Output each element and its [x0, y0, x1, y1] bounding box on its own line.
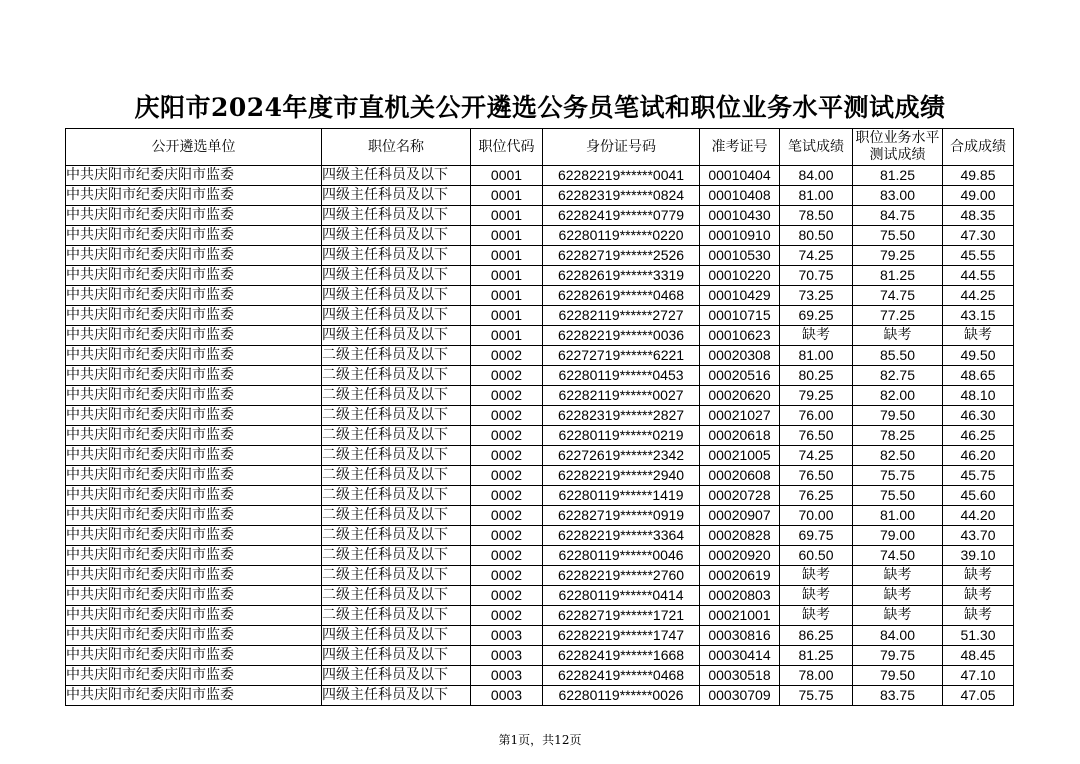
- cell-ticket-number: 00010404: [700, 166, 780, 186]
- cell-id-number: 62282219******2760: [543, 566, 700, 586]
- cell-ticket-number: 00020620: [700, 386, 780, 406]
- table-row: [66, 166, 1014, 186]
- cell-position-code: 0001: [471, 166, 543, 186]
- table-row: [66, 546, 1014, 566]
- cell-position-code: 0003: [471, 666, 543, 686]
- cell-total-score: 47.30: [943, 226, 1014, 246]
- cell-position-code: 0002: [471, 406, 543, 426]
- cell-test-score: 79.00: [853, 526, 943, 546]
- cell-ticket-number: 00020608: [700, 466, 780, 486]
- cell-test-score: 79.50: [853, 406, 943, 426]
- cell-total-score: 48.45: [943, 646, 1014, 666]
- cell-position: 四级主任科员及以下: [322, 266, 471, 286]
- cell-position-code: 0002: [471, 546, 543, 566]
- cell-position-code: 0002: [471, 526, 543, 546]
- cell-written-score: 缺考: [780, 566, 853, 586]
- cell-test-score: 82.75: [853, 366, 943, 386]
- cell-unit: 中共庆阳市纪委庆阳市监委: [66, 346, 322, 366]
- table-row: [66, 606, 1014, 626]
- cell-position-code: 0001: [471, 206, 543, 226]
- cell-written-score: 81.00: [780, 186, 853, 206]
- header-position-code: 职位代码: [471, 129, 543, 166]
- cell-total-score: 45.75: [943, 466, 1014, 486]
- cell-total-score: 48.65: [943, 366, 1014, 386]
- cell-test-score: 缺考: [853, 566, 943, 586]
- cell-position: 二级主任科员及以下: [322, 366, 471, 386]
- table-row: [66, 226, 1014, 246]
- cell-position-code: 0002: [471, 446, 543, 466]
- table-row: [66, 406, 1014, 426]
- cell-written-score: 84.00: [780, 166, 853, 186]
- cell-id-number: 62282319******2827: [543, 406, 700, 426]
- cell-written-score: 74.25: [780, 446, 853, 466]
- cell-position-code: 0003: [471, 626, 543, 646]
- cell-written-score: 78.50: [780, 206, 853, 226]
- cell-unit: 中共庆阳市纪委庆阳市监委: [66, 546, 322, 566]
- cell-unit: 中共庆阳市纪委庆阳市监委: [66, 686, 322, 706]
- header-position: 职位名称: [322, 129, 471, 166]
- cell-written-score: 60.50: [780, 546, 853, 566]
- cell-ticket-number: 00021001: [700, 606, 780, 626]
- cell-unit: 中共庆阳市纪委庆阳市监委: [66, 326, 322, 346]
- cell-id-number: 62282619******3319: [543, 266, 700, 286]
- table-row: [66, 466, 1014, 486]
- cell-position-code: 0003: [471, 686, 543, 706]
- cell-test-score: 缺考: [853, 586, 943, 606]
- cell-total-score: 49.50: [943, 346, 1014, 366]
- cell-position: 四级主任科员及以下: [322, 666, 471, 686]
- cell-test-score: 77.25: [853, 306, 943, 326]
- cell-position: 二级主任科员及以下: [322, 546, 471, 566]
- page-footer: 第1页，共12页: [498, 733, 582, 747]
- cell-test-score: 81.25: [853, 166, 943, 186]
- cell-position-code: 0001: [471, 226, 543, 246]
- cell-test-score: 84.00: [853, 626, 943, 646]
- cell-id-number: 62282219******0041: [543, 166, 700, 186]
- cell-position-code: 0001: [471, 286, 543, 306]
- cell-ticket-number: 00020728: [700, 486, 780, 506]
- cell-written-score: 74.25: [780, 246, 853, 266]
- cell-test-score: 83.00: [853, 186, 943, 206]
- cell-ticket-number: 00021027: [700, 406, 780, 426]
- cell-test-score: 75.75: [853, 466, 943, 486]
- table-row: [66, 246, 1014, 266]
- table-row: [66, 586, 1014, 606]
- cell-position: 四级主任科员及以下: [322, 226, 471, 246]
- cell-total-score: 缺考: [943, 566, 1014, 586]
- cell-position-code: 0002: [471, 486, 543, 506]
- cell-test-score: 75.50: [853, 226, 943, 246]
- cell-position: 四级主任科员及以下: [322, 326, 471, 346]
- cell-total-score: 46.25: [943, 426, 1014, 446]
- cell-unit: 中共庆阳市纪委庆阳市监委: [66, 566, 322, 586]
- cell-ticket-number: 00020803: [700, 586, 780, 606]
- cell-id-number: 62282419******0779: [543, 206, 700, 226]
- cell-id-number: 62282719******0919: [543, 506, 700, 526]
- cell-test-score: 缺考: [853, 326, 943, 346]
- cell-total-score: 缺考: [943, 326, 1014, 346]
- cell-position: 四级主任科员及以下: [322, 246, 471, 266]
- cell-position-code: 0002: [471, 386, 543, 406]
- cell-id-number: 62280119******0026: [543, 686, 700, 706]
- table-row: [66, 326, 1014, 346]
- cell-position: 二级主任科员及以下: [322, 406, 471, 426]
- cell-unit: 中共庆阳市纪委庆阳市监委: [66, 626, 322, 646]
- cell-position: 二级主任科员及以下: [322, 386, 471, 406]
- cell-written-score: 78.00: [780, 666, 853, 686]
- cell-id-number: 62272619******2342: [543, 446, 700, 466]
- table-row: [66, 266, 1014, 286]
- cell-ticket-number: 00010408: [700, 186, 780, 206]
- cell-unit: 中共庆阳市纪委庆阳市监委: [66, 506, 322, 526]
- cell-test-score: 81.00: [853, 506, 943, 526]
- page-title: 庆阳市2024年度市直机关公开遴选公务员笔试和职位业务水平测试成绩: [134, 93, 946, 122]
- cell-total-score: 39.10: [943, 546, 1014, 566]
- cell-ticket-number: 00020920: [700, 546, 780, 566]
- cell-position-code: 0002: [471, 566, 543, 586]
- cell-ticket-number: 00010220: [700, 266, 780, 286]
- cell-position: 二级主任科员及以下: [322, 526, 471, 546]
- cell-total-score: 49.85: [943, 166, 1014, 186]
- cell-ticket-number: 00010429: [700, 286, 780, 306]
- cell-position: 四级主任科员及以下: [322, 166, 471, 186]
- cell-ticket-number: 00030709: [700, 686, 780, 706]
- cell-position: 二级主任科员及以下: [322, 566, 471, 586]
- table-header-row: [66, 129, 1014, 166]
- cell-unit: 中共庆阳市纪委庆阳市监委: [66, 186, 322, 206]
- cell-position: 二级主任科员及以下: [322, 466, 471, 486]
- cell-total-score: 47.05: [943, 686, 1014, 706]
- cell-ticket-number: 00020618: [700, 426, 780, 446]
- cell-position-code: 0002: [471, 466, 543, 486]
- cell-id-number: 62282219******0036: [543, 326, 700, 346]
- cell-total-score: 45.55: [943, 246, 1014, 266]
- cell-position: 四级主任科员及以下: [322, 306, 471, 326]
- header-written-score: 笔试成绩: [780, 129, 853, 166]
- cell-position-code: 0001: [471, 186, 543, 206]
- header-unit: 公开遴选单位: [66, 129, 322, 166]
- cell-written-score: 76.25: [780, 486, 853, 506]
- table-row: [66, 566, 1014, 586]
- cell-id-number: 62282119******0027: [543, 386, 700, 406]
- cell-test-score: 85.50: [853, 346, 943, 366]
- table-row: [66, 386, 1014, 406]
- cell-ticket-number: 00010623: [700, 326, 780, 346]
- table-row: [66, 346, 1014, 366]
- cell-unit: 中共庆阳市纪委庆阳市监委: [66, 606, 322, 626]
- cell-test-score: 78.25: [853, 426, 943, 446]
- cell-position: 四级主任科员及以下: [322, 626, 471, 646]
- cell-test-score: 75.50: [853, 486, 943, 506]
- cell-position-code: 0002: [471, 426, 543, 446]
- cell-unit: 中共庆阳市纪委庆阳市监委: [66, 646, 322, 666]
- cell-written-score: 73.25: [780, 286, 853, 306]
- cell-test-score: 81.25: [853, 266, 943, 286]
- cell-position-code: 0001: [471, 266, 543, 286]
- cell-test-score: 79.25: [853, 246, 943, 266]
- header-test-score: 职位业务水平测试成绩: [853, 129, 943, 166]
- cell-position-code: 0003: [471, 646, 543, 666]
- cell-id-number: 62282219******3364: [543, 526, 700, 546]
- cell-position: 四级主任科员及以下: [322, 186, 471, 206]
- cell-position: 四级主任科员及以下: [322, 646, 471, 666]
- cell-total-score: 44.20: [943, 506, 1014, 526]
- cell-unit: 中共庆阳市纪委庆阳市监委: [66, 486, 322, 506]
- cell-id-number: 62282119******2727: [543, 306, 700, 326]
- cell-total-score: 44.55: [943, 266, 1014, 286]
- cell-ticket-number: 00020907: [700, 506, 780, 526]
- cell-test-score: 82.50: [853, 446, 943, 466]
- header-id-number: 身份证号码: [543, 129, 700, 166]
- cell-id-number: 62280119******0219: [543, 426, 700, 446]
- cell-total-score: 51.30: [943, 626, 1014, 646]
- cell-written-score: 81.25: [780, 646, 853, 666]
- cell-position: 二级主任科员及以下: [322, 506, 471, 526]
- cell-total-score: 缺考: [943, 586, 1014, 606]
- cell-position: 四级主任科员及以下: [322, 206, 471, 226]
- cell-unit: 中共庆阳市纪委庆阳市监委: [66, 266, 322, 286]
- cell-ticket-number: 00021005: [700, 446, 780, 466]
- cell-ticket-number: 00020308: [700, 346, 780, 366]
- cell-position-code: 0001: [471, 306, 543, 326]
- table-row: [66, 626, 1014, 646]
- cell-test-score: 缺考: [853, 606, 943, 626]
- cell-ticket-number: 00030816: [700, 626, 780, 646]
- cell-test-score: 82.00: [853, 386, 943, 406]
- cell-written-score: 79.25: [780, 386, 853, 406]
- cell-id-number: 62282219******2940: [543, 466, 700, 486]
- cell-written-score: 80.50: [780, 226, 853, 246]
- cell-position: 二级主任科员及以下: [322, 426, 471, 446]
- cell-unit: 中共庆阳市纪委庆阳市监委: [66, 366, 322, 386]
- table-row: [66, 666, 1014, 686]
- score-table: [65, 128, 1014, 706]
- cell-written-score: 86.25: [780, 626, 853, 646]
- cell-ticket-number: 00010430: [700, 206, 780, 226]
- cell-test-score: 79.50: [853, 666, 943, 686]
- cell-id-number: 62280119******0414: [543, 586, 700, 606]
- cell-ticket-number: 00030518: [700, 666, 780, 686]
- cell-written-score: 70.75: [780, 266, 853, 286]
- cell-unit: 中共庆阳市纪委庆阳市监委: [66, 446, 322, 466]
- cell-written-score: 缺考: [780, 586, 853, 606]
- cell-total-score: 48.10: [943, 386, 1014, 406]
- cell-test-score: 74.75: [853, 286, 943, 306]
- cell-total-score: 46.30: [943, 406, 1014, 426]
- cell-unit: 中共庆阳市纪委庆阳市监委: [66, 246, 322, 266]
- cell-id-number: 62282219******1747: [543, 626, 700, 646]
- cell-written-score: 69.25: [780, 306, 853, 326]
- cell-written-score: 76.00: [780, 406, 853, 426]
- cell-id-number: 62282719******1721: [543, 606, 700, 626]
- cell-unit: 中共庆阳市纪委庆阳市监委: [66, 286, 322, 306]
- table-row: [66, 306, 1014, 326]
- cell-total-score: 46.20: [943, 446, 1014, 466]
- cell-written-score: 缺考: [780, 326, 853, 346]
- cell-test-score: 84.75: [853, 206, 943, 226]
- cell-position: 四级主任科员及以下: [322, 286, 471, 306]
- table-row: [66, 506, 1014, 526]
- cell-total-score: 48.35: [943, 206, 1014, 226]
- cell-id-number: 62282419******0468: [543, 666, 700, 686]
- cell-total-score: 43.15: [943, 306, 1014, 326]
- cell-unit: 中共庆阳市纪委庆阳市监委: [66, 426, 322, 446]
- cell-total-score: 44.25: [943, 286, 1014, 306]
- cell-unit: 中共庆阳市纪委庆阳市监委: [66, 206, 322, 226]
- table-row: [66, 186, 1014, 206]
- cell-position-code: 0002: [471, 366, 543, 386]
- table-row: [66, 206, 1014, 226]
- cell-ticket-number: 00010530: [700, 246, 780, 266]
- cell-total-score: 缺考: [943, 606, 1014, 626]
- cell-position-code: 0002: [471, 506, 543, 526]
- table-row: [66, 286, 1014, 306]
- cell-unit: 中共庆阳市纪委庆阳市监委: [66, 666, 322, 686]
- cell-unit: 中共庆阳市纪委庆阳市监委: [66, 466, 322, 486]
- table-body: [66, 166, 1014, 706]
- cell-position-code: 0002: [471, 586, 543, 606]
- table-row: [66, 646, 1014, 666]
- table-row: [66, 486, 1014, 506]
- cell-id-number: 62282619******0468: [543, 286, 700, 306]
- cell-written-score: 81.00: [780, 346, 853, 366]
- table-row: [66, 446, 1014, 466]
- cell-position-code: 0001: [471, 246, 543, 266]
- cell-unit: 中共庆阳市纪委庆阳市监委: [66, 306, 322, 326]
- cell-test-score: 74.50: [853, 546, 943, 566]
- cell-written-score: 80.25: [780, 366, 853, 386]
- cell-ticket-number: 00020619: [700, 566, 780, 586]
- cell-position: 二级主任科员及以下: [322, 446, 471, 466]
- cell-unit: 中共庆阳市纪委庆阳市监委: [66, 166, 322, 186]
- cell-ticket-number: 00020828: [700, 526, 780, 546]
- cell-id-number: 62282719******2526: [543, 246, 700, 266]
- cell-id-number: 62272719******6221: [543, 346, 700, 366]
- cell-position-code: 0002: [471, 346, 543, 366]
- cell-position: 四级主任科员及以下: [322, 686, 471, 706]
- cell-position: 二级主任科员及以下: [322, 346, 471, 366]
- table-row: [66, 686, 1014, 706]
- header-ticket-number: 准考证号: [700, 129, 780, 166]
- cell-written-score: 缺考: [780, 606, 853, 626]
- cell-unit: 中共庆阳市纪委庆阳市监委: [66, 226, 322, 246]
- cell-test-score: 79.75: [853, 646, 943, 666]
- cell-test-score: 83.75: [853, 686, 943, 706]
- table-row: [66, 426, 1014, 446]
- cell-written-score: 70.00: [780, 506, 853, 526]
- cell-position-code: 0002: [471, 606, 543, 626]
- cell-written-score: 76.50: [780, 426, 853, 446]
- cell-total-score: 47.10: [943, 666, 1014, 686]
- cell-id-number: 62280119******0453: [543, 366, 700, 386]
- table-row: [66, 366, 1014, 386]
- cell-total-score: 45.60: [943, 486, 1014, 506]
- cell-total-score: 43.70: [943, 526, 1014, 546]
- cell-position-code: 0001: [471, 326, 543, 346]
- cell-ticket-number: 00020516: [700, 366, 780, 386]
- cell-ticket-number: 00010910: [700, 226, 780, 246]
- cell-written-score: 75.75: [780, 686, 853, 706]
- cell-unit: 中共庆阳市纪委庆阳市监委: [66, 586, 322, 606]
- cell-ticket-number: 00010715: [700, 306, 780, 326]
- cell-position: 二级主任科员及以下: [322, 486, 471, 506]
- cell-position: 二级主任科员及以下: [322, 586, 471, 606]
- cell-unit: 中共庆阳市纪委庆阳市监委: [66, 406, 322, 426]
- cell-id-number: 62280119******1419: [543, 486, 700, 506]
- cell-written-score: 76.50: [780, 466, 853, 486]
- table-row: [66, 526, 1014, 546]
- header-total-score: 合成成绩: [943, 129, 1014, 166]
- cell-ticket-number: 00030414: [700, 646, 780, 666]
- cell-id-number: 62282319******0824: [543, 186, 700, 206]
- cell-unit: 中共庆阳市纪委庆阳市监委: [66, 386, 322, 406]
- cell-unit: 中共庆阳市纪委庆阳市监委: [66, 526, 322, 546]
- cell-id-number: 62280119******0220: [543, 226, 700, 246]
- cell-id-number: 62280119******0046: [543, 546, 700, 566]
- cell-written-score: 69.75: [780, 526, 853, 546]
- cell-total-score: 49.00: [943, 186, 1014, 206]
- cell-id-number: 62282419******1668: [543, 646, 700, 666]
- cell-position: 二级主任科员及以下: [322, 606, 471, 626]
